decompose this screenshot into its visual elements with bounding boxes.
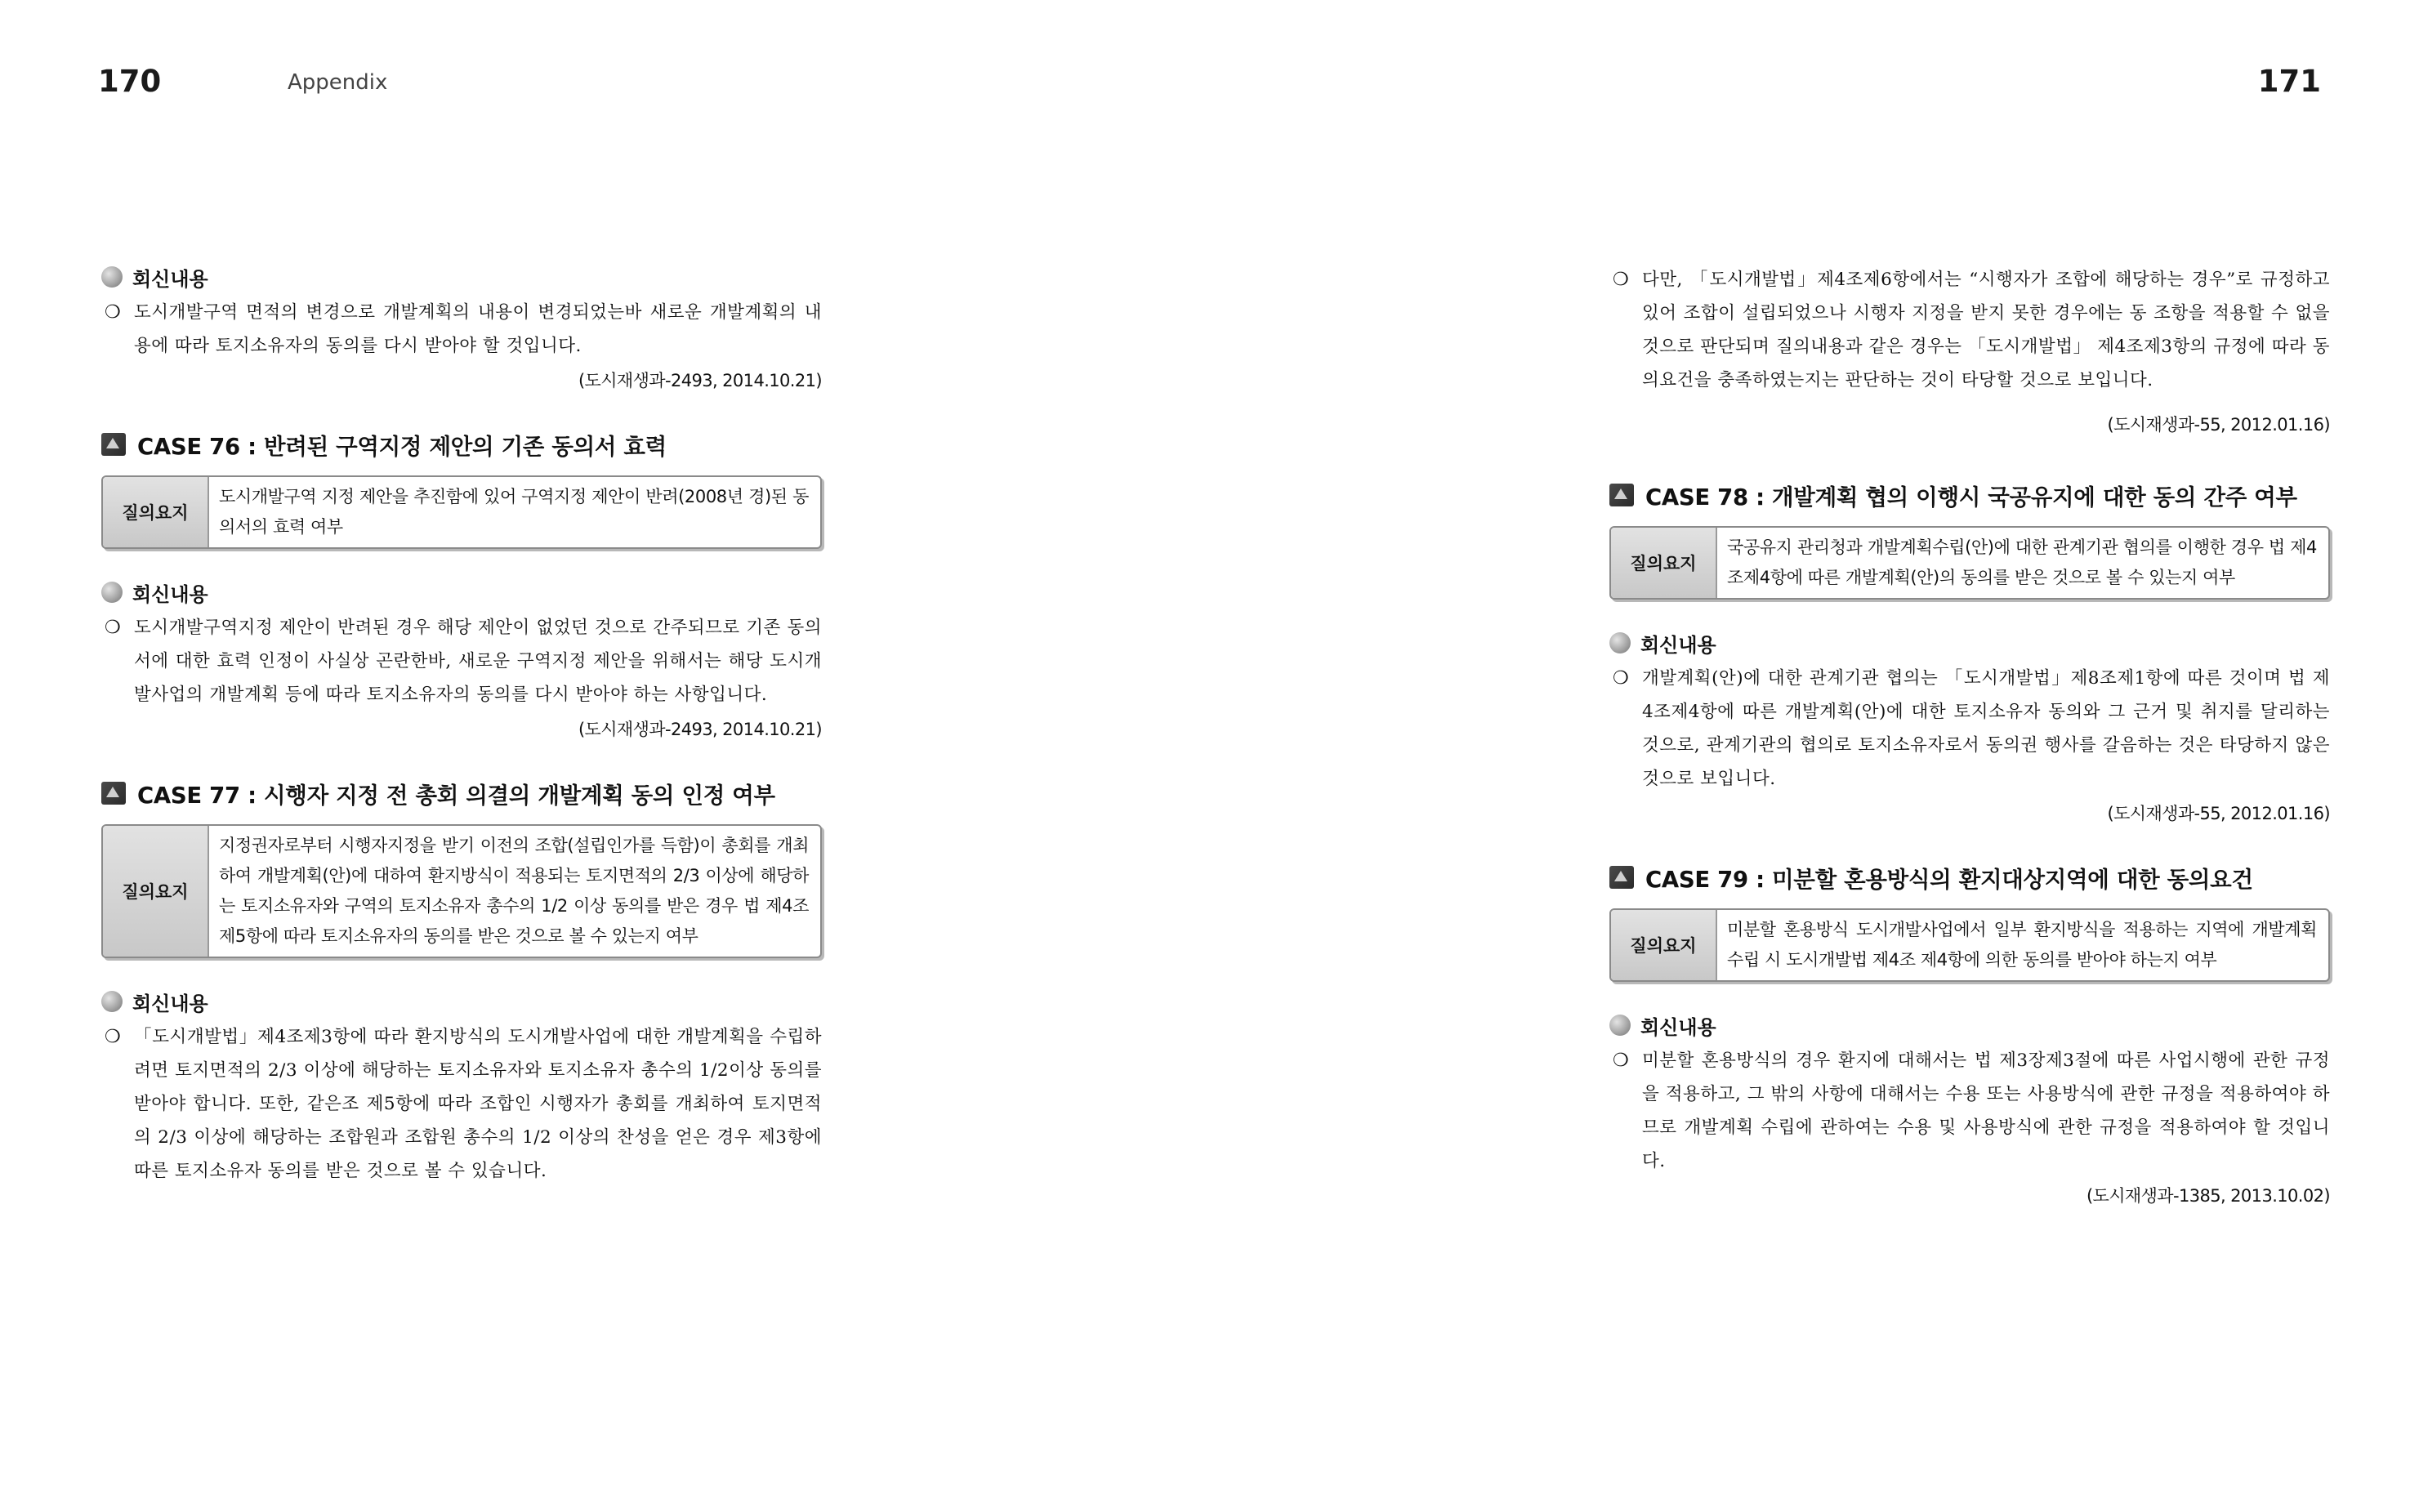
case-78-query-box: [1609, 526, 2330, 600]
case-77-title-text: CASE 77 : 시행자 지정 전 총회 의결의 개발계획 동의 인정 여부: [137, 783, 775, 809]
case-79-query-box: [1609, 908, 2330, 982]
circle-bullet-icon: ❍: [1613, 1050, 1629, 1071]
case-marker-icon: [101, 782, 126, 805]
circle-bullet-icon: ❍: [1613, 668, 1629, 689]
query-text: 미분할 혼용방식 도시개발사업에서 일부 환지방식을 적용하는 지역에 개발계획 수립 시 도시개발법 제4조 제4항에 의한 동의를 받아야 하는지 여부: [1727, 920, 2317, 970]
reply-text: 개발계획(안)에 대한 관계기관 협의는 「도시개발법」제8조제1항에 따른 것이며 법 제4조제4항에 따른 개발계획(안)에 대한 토지소유자 동의와 그 근거 및 취지를 달리하는 것으로, 관계기관의 협의로 토지소유자로서 동의권 행사를 갈음하는 것은 타당하지 않은 것으로 보입니다.: [1642, 668, 2330, 789]
reply-heading-label: 회신내용: [132, 582, 208, 606]
circle-bullet-icon: ❍: [105, 302, 121, 323]
left-page-content: [101, 263, 822, 1188]
reply-heading-label: 회신내용: [132, 992, 208, 1015]
reply-heading: [1609, 1011, 2330, 1039]
reply-heading: [101, 263, 822, 291]
page-number-left: 170: [98, 64, 162, 99]
reply-heading-label: 회신내용: [132, 267, 208, 291]
reply-paragraph: [101, 611, 822, 711]
left-page: [0, 0, 1209, 1512]
right-page-content: [1609, 263, 2330, 1212]
page-number-right: 171: [2257, 64, 2321, 99]
reply-paragraph: [1609, 662, 2330, 796]
reply-text: 「도시개발법」제4조제3항에 따라 환지방식의 도시개발사업에 대한 개발계획을 수립하려면 토지면적의 2/3 이상에 해당하는 토지소유자와 토지소유자 총수의 1/2이상 동의를 받아야 합니다. 또한, 같은조 제5항에 따라 조합인 시행자가 총회를 개최하여 토지면적의 2/3 이상에 해당하는 조합원과 조합원 총수의 1/2 이상의 찬성을 얻은 경우 제3항에 따른 토지소유자 동의를 받은 것으로 볼 수 있습니다.: [134, 1027, 822, 1181]
gray-bullet-icon: [1609, 632, 1631, 653]
query-text: 국공유지 관리청과 개발계획수립(안)에 대한 관계기관 협의를 이행한 경우 법 제4조제4항에 따른 개발계획(안)의 동의를 받은 것으로 볼 수 있는지 여부: [1727, 537, 2317, 587]
case-76-query-box: [101, 475, 822, 549]
query-label: 질의요지: [1611, 910, 1717, 980]
reply-paragraph: [1609, 1044, 2330, 1178]
reply-heading: [101, 988, 822, 1015]
case-marker-icon: [101, 433, 126, 456]
circle-bullet-icon: ❍: [1613, 270, 1629, 290]
query-label: 질의요지: [103, 826, 209, 957]
case-79-title-text: CASE 79 : 미분할 혼용방식의 환지대상지역에 대한 동의요건: [1645, 867, 2253, 893]
query-text: 도시개발구역 지정 제안을 추진함에 있어 구역지정 제안이 반려(2008년 경)된 동의서의 효력 여부: [219, 487, 809, 537]
source-citation: (도시재생과-2493, 2014.10.21): [578, 720, 822, 739]
reply-heading: [101, 578, 822, 606]
reply-heading-label: 회신내용: [1640, 633, 1716, 657]
reply-text: 도시개발구역 면적의 변경으로 개발계획의 내용이 변경되었는바 새로운 개발계획의 내용에 따라 토지소유자의 동의를 다시 받아야 할 것입니다.: [134, 302, 822, 356]
reply-heading-label: 회신내용: [1640, 1015, 1716, 1039]
case-77-query-box: [101, 824, 822, 958]
continuation-text: 다만, 「도시개발법」제4조제6항에서는 “시행자가 조합에 해당하는 경우”로 규정하고 있어 조합이 설립되었으나 시행자 지정을 받지 못한 경우에는 동 조항을 적용할 수 없을 것으로 판단되며 질의내용과 같은 경우는 「도시개발법」 제4조제3항의 규정에 따라 동의요건을 충족하였는지는 판단하는 것이 타당할 것으로 보입니다.: [1642, 270, 2330, 390]
source-citation: (도시재생과-2493, 2014.10.21): [578, 371, 822, 390]
case-77-title: [101, 775, 822, 811]
gray-bullet-icon: [101, 582, 123, 603]
case-76-title-text: CASE 76 : 반려된 구역지정 제안의 기존 동의서 효력: [137, 434, 667, 460]
query-label: 질의요지: [103, 477, 209, 547]
circle-bullet-icon: ❍: [105, 1027, 121, 1047]
gray-bullet-icon: [1609, 1015, 1631, 1036]
source-citation: (도시재생과-1385, 2013.10.02): [2086, 1186, 2330, 1206]
reply-text: 도시개발구역지정 제안이 반려된 경우 해당 제안이 없었던 것으로 간주되므로 기존 동의서에 대한 효력 인정이 사실상 곤란한바, 새로운 구역지정 제안을 위해서는 해당 도시개발사업의 개발계획 등에 따라 토지소유자의 동의를 다시 받아야 하는 사항입니다.: [134, 618, 822, 705]
circle-bullet-icon: ❍: [105, 618, 121, 638]
query-text: 지정권자로부터 시행자지정을 받기 이전의 조합(설립인가를 득함)이 총회를 개최하여 개발계획(안)에 대하여 환지방식이 적용되는 토지면적의 2/3 이상에 해당하는 토지소유자와 구역의 토지소유자 총수의 1/2 이상 동의를 받은 경우 법 제4조제5항에 따라 토지소유자의 동의를 받은 것으로 볼 수 있는지 여부: [219, 836, 809, 946]
case-79-title: [1609, 859, 2330, 895]
case-78-title-text: CASE 78 : 개발계획 협의 이행시 국공유지에 대한 동의 간주 여부: [1645, 484, 2297, 511]
reply-paragraph: [101, 296, 822, 363]
reply-paragraph: [101, 1020, 822, 1188]
reply-text: 미분할 혼용방식의 경우 환지에 대해서는 법 제3장제3절에 따른 사업시행에 관한 규정을 적용하고, 그 밖의 사항에 대해서는 수용 또는 사용방식에 관한 규정을 적용하여야 하므로 개발계획 수립에 관하여는 수용 및 사용방식에 관한 규정을 적용하여야 할 것입니다.: [1642, 1050, 2330, 1171]
gray-bullet-icon: [101, 266, 123, 288]
continuation-paragraph: [1609, 263, 2330, 397]
case-marker-icon: [1609, 866, 1634, 889]
source-citation: (도시재생과-55, 2012.01.16): [2107, 415, 2330, 435]
case-76-title: [101, 426, 822, 462]
right-page: [1209, 0, 2419, 1512]
running-head: Appendix: [288, 70, 388, 95]
source-citation: (도시재생과-55, 2012.01.16): [2107, 804, 2330, 823]
query-label: 질의요지: [1611, 528, 1717, 598]
case-78-title: [1609, 477, 2330, 513]
reply-heading: [1609, 629, 2330, 657]
case-marker-icon: [1609, 484, 1634, 506]
gray-bullet-icon: [101, 991, 123, 1012]
